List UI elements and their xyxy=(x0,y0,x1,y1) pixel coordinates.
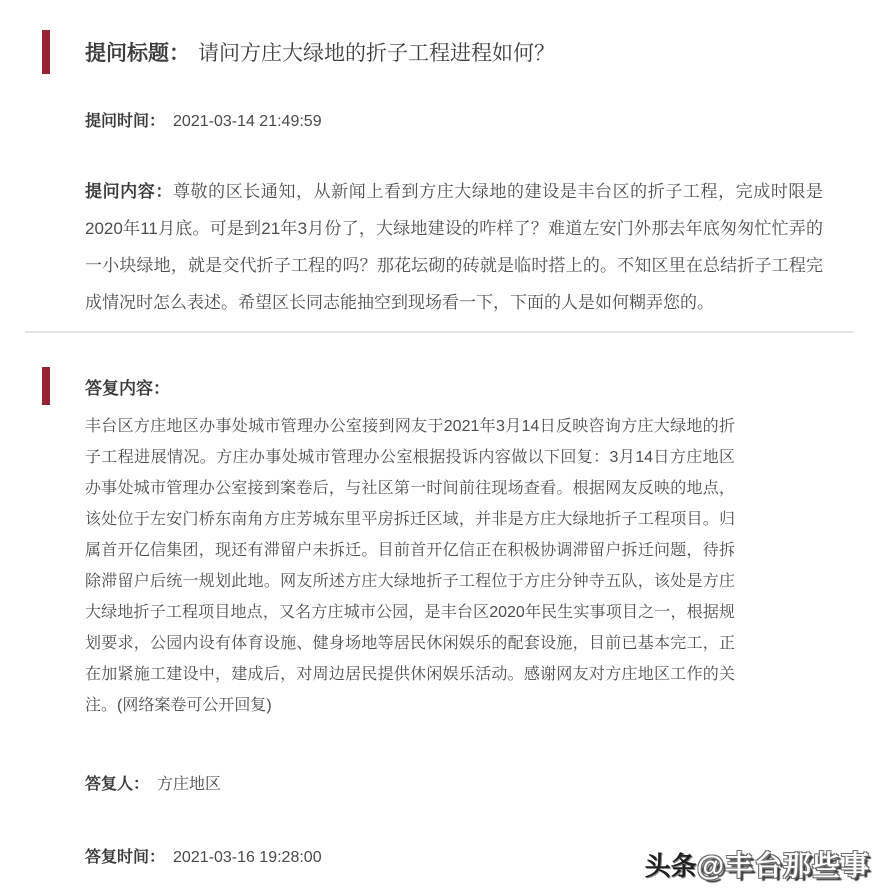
toutiao-watermark-logo xyxy=(645,844,870,884)
accent-bar-icon xyxy=(42,30,50,74)
reply-time-value: 2021-03-16 19:28:00 xyxy=(173,849,322,866)
watermark-handle: @丰台那些事 xyxy=(696,850,870,881)
question-content-text: 尊敬的区长通知，从新闻上看到方庄大绿地的建设是丰台区的折子工程，完成时限是2020年11月底。可是到21年3月份了，大绿地建设的咋样了？难道左安门外那去年底匆匆忙忙弄的一小块绿地，就是交代折子工程的吗？那花坛砌的砖就是临时搭上的。不知区里在总结折子工程完成情况时怎么表述。希望区长同志能抽空到现场看一下，下面的人是如何糊弄您的。 xyxy=(85,182,824,312)
replier-value: 方庄地区 xyxy=(157,776,222,793)
replier-label: 答复人： xyxy=(85,776,150,793)
reply-content-label: 答复内容： xyxy=(85,378,170,398)
section-divider xyxy=(25,331,853,333)
question-title-text: 请问方庄大绿地的折子工程进程如何？ xyxy=(198,42,555,65)
reply-content-text: 丰台区方庄地区办事处城市管理办公室接到网友于2021年3月14日反映咨询方庄大绿地的折子工程进展情况。方庄办事处城市管理办公室根据投诉内容做以下回复：3月14日方庄地区办事处城市管理办公室接到案卷后，与社区第一时间前往现场查看。根据网友反映的地点，该处位于左安门桥东南角方庄芳城东里平房拆迁区域，并非是方庄大绿地折子工程项目。归属首开亿信集团，现还有滞留户未拆迁。目前首开亿信正在积极协调滞留户拆迁问题，待拆除滞留户后统一规划此地。网友所述方庄大绿地折子工程位于方庄分钟寺五队，该处是方庄大绿地折子工程项目地点，又名方庄城市公园，是丰台区2020年民生实事项目之一，根据规划要求，公园内设有体育设施、健身场地等居民休闲娱乐的配套设施，目前已基本完工，正在加紧施工建设中，建成后，对周边居民提供休闲娱乐活动。感谢网友对方庄地区工作的关注。(网络案卷可公开回复) xyxy=(85,418,735,714)
question-time-value: 2021-03-14 21:49:59 xyxy=(173,113,322,130)
reply-header-row xyxy=(42,367,878,405)
watermark-prefix: 头条 xyxy=(644,851,697,881)
question-time-row xyxy=(85,108,878,131)
accent-bar-icon xyxy=(42,367,50,405)
question-content-label: 提问内容： xyxy=(85,182,173,201)
question-title-label: 提问标题： xyxy=(85,42,190,65)
reply-time-label: 答复时间： xyxy=(85,849,166,866)
page-title xyxy=(85,37,555,67)
question-content xyxy=(85,173,823,321)
replier-row xyxy=(85,771,878,794)
question-time-label: 提问时间： xyxy=(85,113,166,130)
question-title-row xyxy=(42,30,878,74)
